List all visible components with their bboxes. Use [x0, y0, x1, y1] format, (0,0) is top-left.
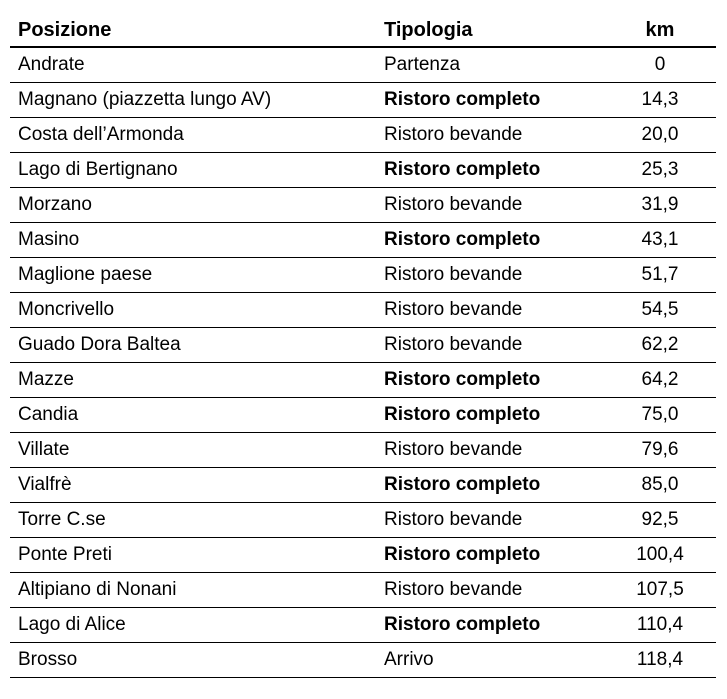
cell-km: 79,6: [604, 433, 716, 468]
table-row: [10, 433, 716, 468]
table-row: [10, 118, 716, 153]
cell-position: Candia: [10, 398, 376, 433]
cell-position: Costa dell’Armonda: [10, 118, 376, 153]
header-type: Tipologia: [376, 14, 604, 47]
cell-km: 25,3: [604, 153, 716, 188]
cell-km: 118,4: [604, 643, 716, 678]
cell-km: 0: [604, 47, 716, 83]
cell-position: Torre C.se: [10, 503, 376, 538]
cell-position: Ponte Preti: [10, 538, 376, 573]
cell-type: Ristoro completo: [376, 223, 604, 258]
table-row: [10, 153, 716, 188]
cell-type: Ristoro bevande: [376, 503, 604, 538]
header-position: Posizione: [10, 14, 376, 47]
table-row: [10, 398, 716, 433]
cell-km: 85,0: [604, 468, 716, 503]
cell-km: 100,4: [604, 538, 716, 573]
cell-position: Lago di Alice: [10, 608, 376, 643]
cell-position: Magnano (piazzetta lungo AV): [10, 83, 376, 118]
cell-type: Ristoro bevande: [376, 188, 604, 223]
cell-position: Guado Dora Baltea: [10, 328, 376, 363]
table-row: [10, 643, 716, 678]
cell-type: Ristoro bevande: [376, 433, 604, 468]
cell-type: Ristoro completo: [376, 83, 604, 118]
cell-position: Masino: [10, 223, 376, 258]
table-row: [10, 363, 716, 398]
cell-type: Ristoro completo: [376, 538, 604, 573]
table-row: [10, 538, 716, 573]
cell-type: Ristoro completo: [376, 398, 604, 433]
table-row: [10, 258, 716, 293]
cell-km: 14,3: [604, 83, 716, 118]
table-row: [10, 608, 716, 643]
header-km: km: [604, 14, 716, 47]
table-row: [10, 223, 716, 258]
cell-position: Morzano: [10, 188, 376, 223]
cell-position: Moncrivello: [10, 293, 376, 328]
table-row: [10, 573, 716, 608]
cell-position: Villate: [10, 433, 376, 468]
table-header: [10, 14, 716, 47]
cell-km: 54,5: [604, 293, 716, 328]
cell-position: Andrate: [10, 47, 376, 83]
cell-type: Ristoro completo: [376, 363, 604, 398]
header-row: [10, 14, 716, 47]
cell-km: 51,7: [604, 258, 716, 293]
cell-type: Ristoro bevande: [376, 573, 604, 608]
cell-type: Ristoro bevande: [376, 118, 604, 153]
cell-position: Lago di Bertignano: [10, 153, 376, 188]
cell-type: Ristoro completo: [376, 608, 604, 643]
cell-km: 110,4: [604, 608, 716, 643]
table-row: [10, 188, 716, 223]
table-row: [10, 293, 716, 328]
cell-type: Ristoro completo: [376, 153, 604, 188]
cell-type: Arrivo: [376, 643, 604, 678]
cell-km: 92,5: [604, 503, 716, 538]
table-row: [10, 83, 716, 118]
cell-type: Ristoro bevande: [376, 258, 604, 293]
cell-km: 43,1: [604, 223, 716, 258]
cell-position: Maglione paese: [10, 258, 376, 293]
cell-position: Mazze: [10, 363, 376, 398]
cell-type: Ristoro bevande: [376, 328, 604, 363]
cell-position: Brosso: [10, 643, 376, 678]
cell-km: 62,2: [604, 328, 716, 363]
refreshment-stops-table: [10, 14, 716, 678]
table-row: [10, 328, 716, 363]
cell-type: Ristoro completo: [376, 468, 604, 503]
cell-type: Ristoro bevande: [376, 293, 604, 328]
table-row: [10, 503, 716, 538]
cell-type: Partenza: [376, 47, 604, 83]
cell-km: 31,9: [604, 188, 716, 223]
cell-position: Vialfrè: [10, 468, 376, 503]
cell-km: 64,2: [604, 363, 716, 398]
cell-position: Altipiano di Nonani: [10, 573, 376, 608]
table-body: [10, 47, 716, 678]
cell-km: 20,0: [604, 118, 716, 153]
cell-km: 75,0: [604, 398, 716, 433]
table-row: [10, 47, 716, 83]
cell-km: 107,5: [604, 573, 716, 608]
table-row: [10, 468, 716, 503]
